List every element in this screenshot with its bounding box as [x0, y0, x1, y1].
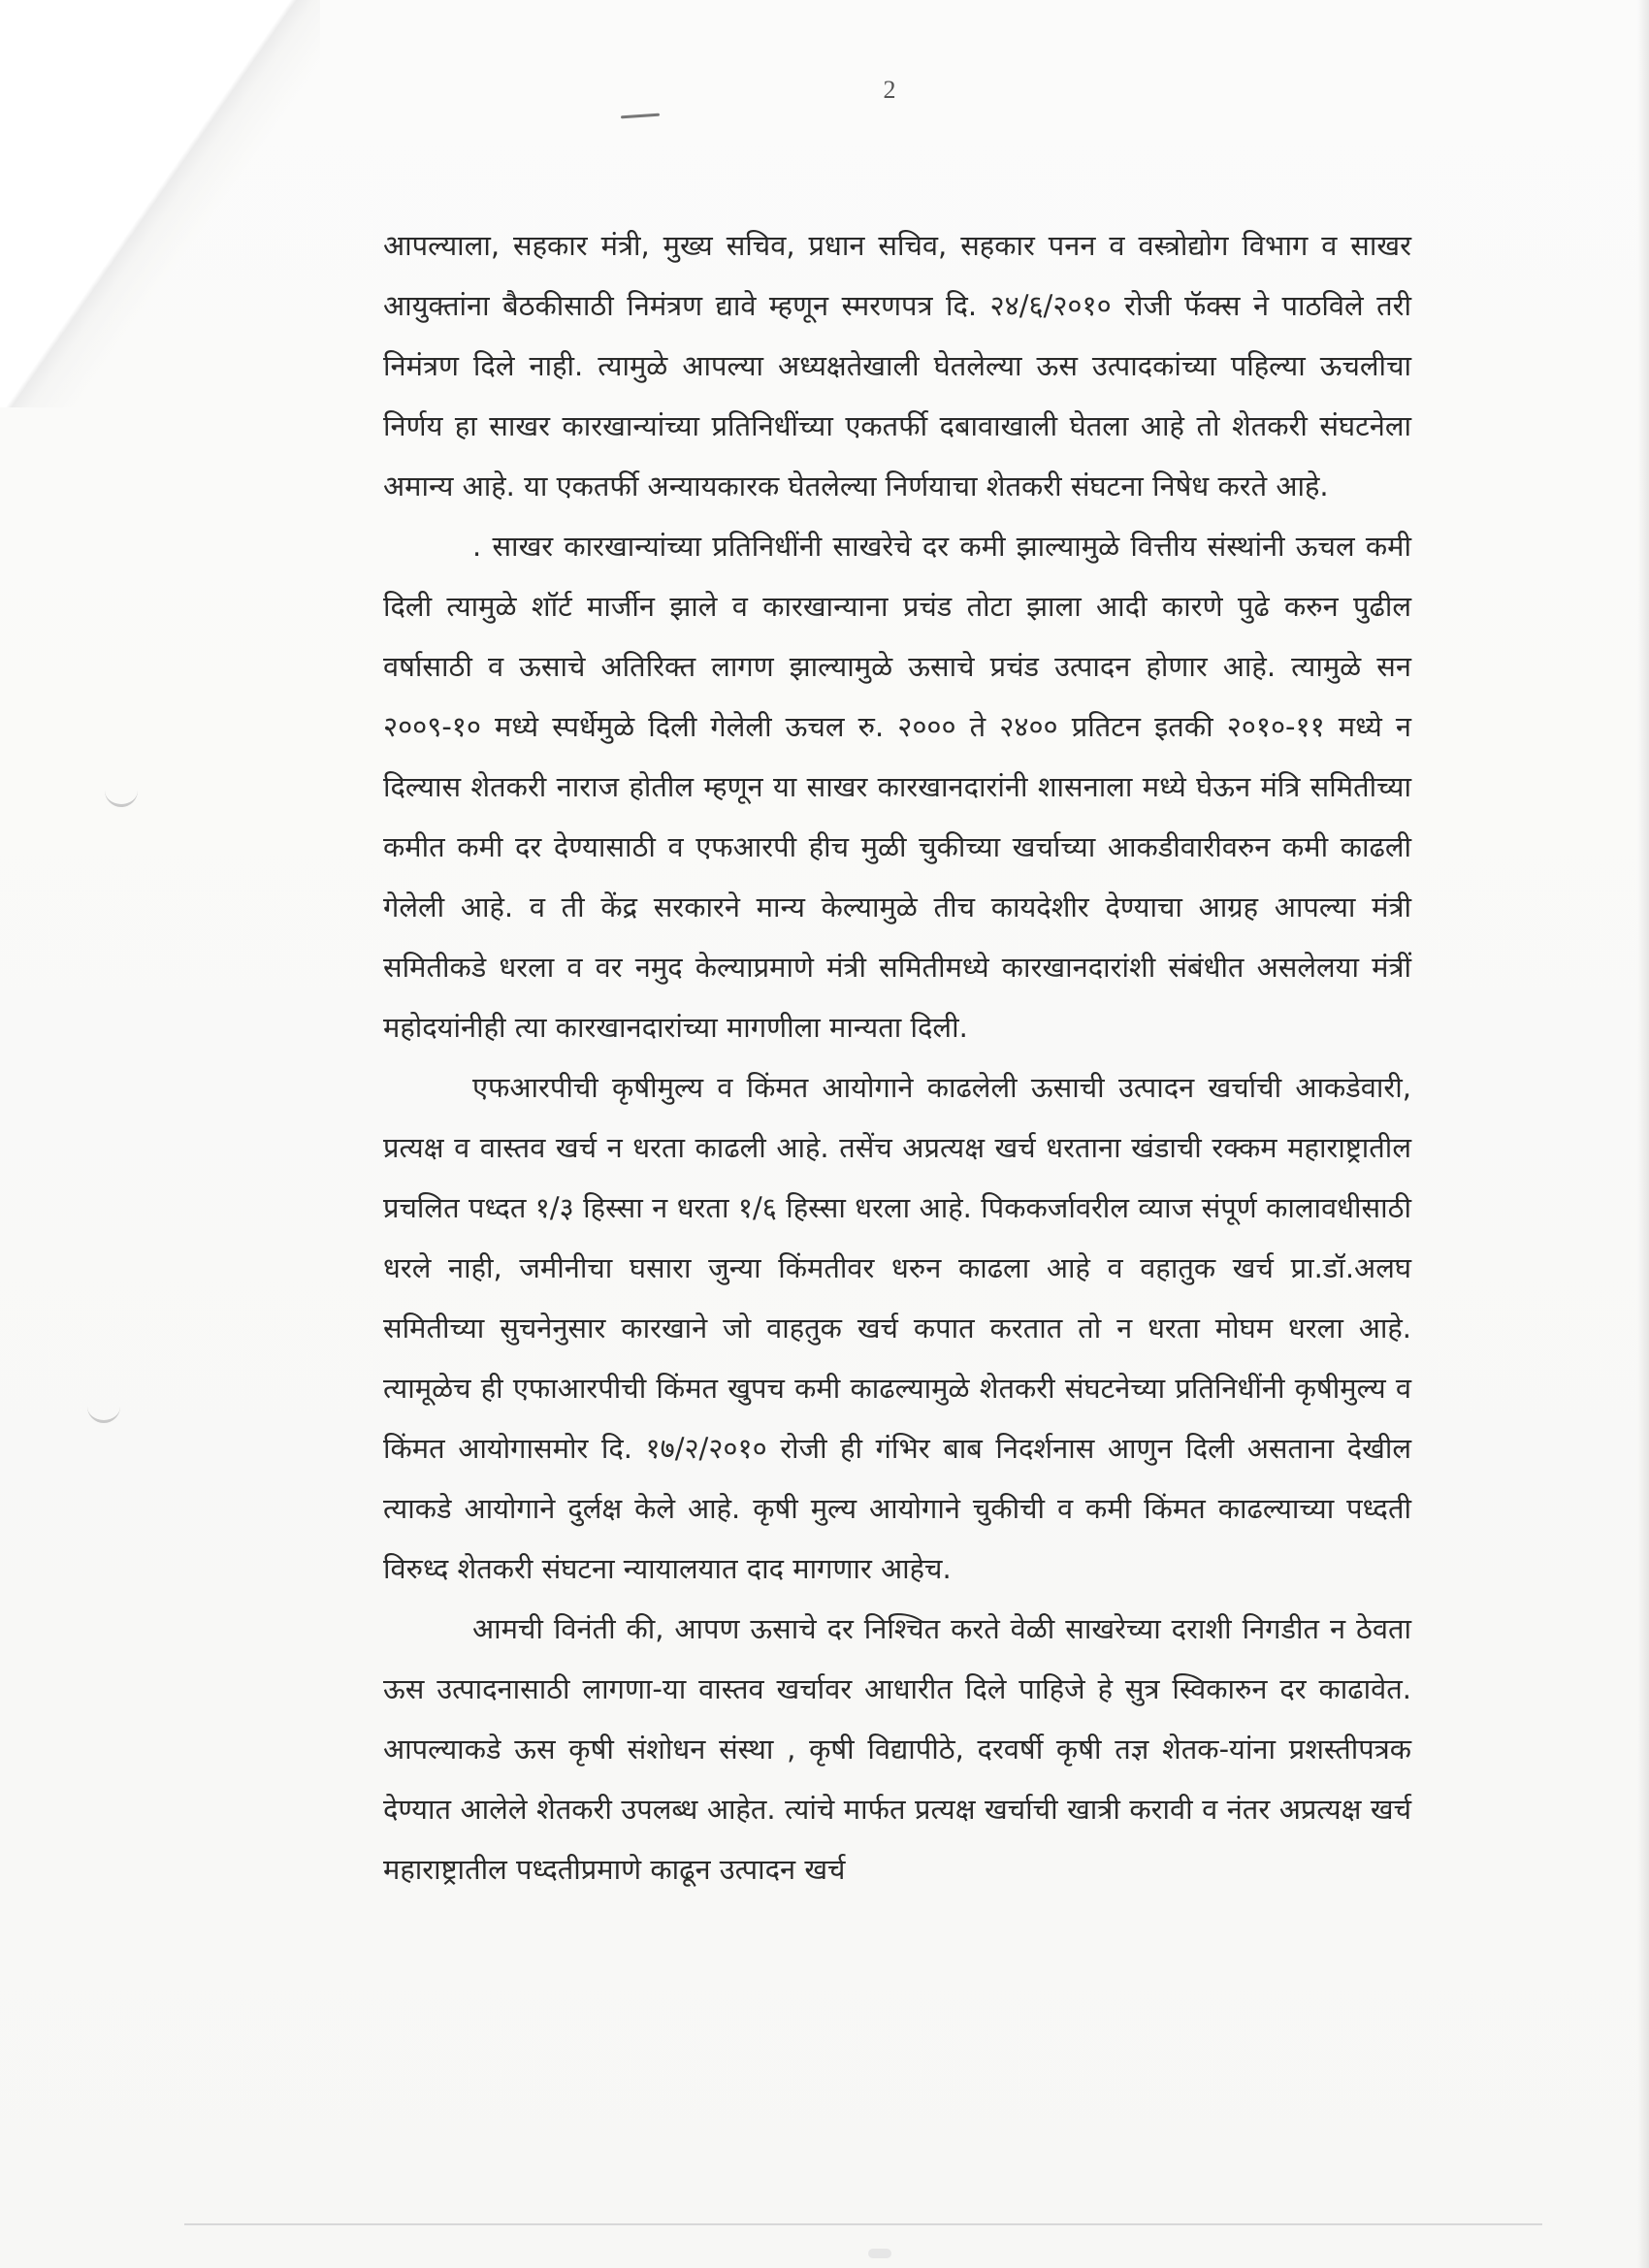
- punch-hole-mark: [87, 1407, 120, 1423]
- page-number: 2: [883, 76, 896, 104]
- paragraph-3: एफआरपीची कृषीमुल्य व किंमत आयोगाने काढलेली ऊसाची उत्पादन खर्चाची आकडेवारी, प्रत्यक्ष व वास्तव खर्च न धरता काढली आहे. तसेंच अप्रत्यक्ष खर्च धरताना खंडाची रक्कम महाराष्ट्रातील प्रचलित पध्दत १/३ हिस्सा न धरता १/६ हिस्सा धरला आहे. पिककर्जावरील व्याज संपूर्ण कालावधीसाठी धरले नाही, जमीनीचा घसारा जुन्या किंमतीवर धरुन काढला आहे व वहातुक खर्च प्रा.डॉ.अलघ समितीच्या सुचनेनुसार कारखाने जो वाहतुक खर्च कपात करतात तो न धरता मोघम धरला आहे. त्यामूळेच ही एफाआरपीची किंमत खुपच कमी काढल्यामुळे शेतकरी संघटनेच्या प्रतिनिधींनी कृषीमुल्य व किंमत आयोगासमोर दि. १७/२/२०१० रोजी ही गंभिर बाब निदर्शनास आणुन दिली असताना देखील त्याकडे आयोगाने दुर्लक्ष केले आहे. कृषी मुल्य आयोगाने चुकीची व कमी किंमत काढल्याच्या पध्दती विरुध्द शेतकरी संघटना न्यायालयात दाद मागणार आहेच.: [383, 1071, 1411, 1585]
- paragraph-4: आमची विनंती की, आपण ऊसाचे दर निश्चित करते वेळी साखरेच्या दराशी निगडीत न ठेवता ऊस उत्पादनासाठी लागणा-या वास्तव खर्चावर आधारीत दिले पाहिजे हे सुत्र स्विकारुन दर काढावेत. आपल्याकडे ऊस कृषी संशोधन संस्था , कृषी विद्यापीठे, दरवर्षी कृषी तज्ञ शेतक-यांना प्रशस्तीपत्रक देण्यात आलेले शेतकरी उपलब्ध आहेत. त्यांचे मार्फत प्रत्यक्ष खर्चाची खात्री करावी व नंतर अप्रत्यक्ष खर्च महाराष्ट्रातील पध्दतीप्रमाणे काढून उत्पादन खर्च: [383, 1612, 1411, 1886]
- paragraph-1: आपल्याला, सहकार मंत्री, मुख्य सचिव, प्रधान सचिव, सहकार पनन व वस्त्रोद्योग विभाग व साखर आयुक्तांना बैठकीसाठी निमंत्रण द्यावे म्हणून स्मरणपत्र दि. २४/६/२०१० रोजी फॅक्स ने पाठविले तरी निमंत्रण दिले नाही. त्यामुळे आपल्या अध्यक्षतेखाली घेतलेल्या ऊस उत्पादकांच्या पहिल्या ऊचलीचा निर्णय हा साखर कारखान्यांच्या प्रतिनिधींच्या एकतर्फी दबावाखाली घेतला आहे तो शेतकरी संघटनेला अमान्य आहे. या एकतर्फी अन्यायकारक घेतलेल्या निर्णयाचा शेतकरी संघटना निषेध करते आहे.: [383, 229, 1411, 502]
- bottom-edge-line: [184, 2223, 1542, 2225]
- page-edge-shadow: [1637, 0, 1649, 2268]
- ink-mark: [621, 113, 660, 119]
- paper-fold-shading: [0, 0, 320, 407]
- paragraph-2: . साखर कारखान्यांच्या प्रतिनिधींनी साखरेचे दर कमी झाल्यामुळे वित्तीय संस्थांनी ऊचल कमी दिली त्यामुळे शॉर्ट मार्जीन झाले व कारखान्याना प्रचंड तोटा झाला आदी कारणे पुढे करुन पुढील वर्षासाठी व ऊसाचे अतिरिक्त लागण झाल्यामुळे ऊसाचे प्रचंड उत्पादन होणार आहे. त्यामुळे सन २००९-१० मध्ये स्पर्धेमुळे दिली गेलेली ऊचल रु. २००० ते २४०० प्रतिटन इतकी २०१०-११ मध्ये न दिल्यास शेतकरी नाराज होतील म्हणून या साखर कारखानदारांनी शासनाला मध्ये घेऊन मंत्रि समितीच्या कमीत कमी दर देण्यासाठी व एफआरपी हीच मुळी चुकीच्या खर्चाच्या आकडीवारीवरुन कमी काढली गेलेली आहे. व ती केंद्र सरकारने मान्य केल्यामुळे तीच कायदेशीर देण्याचा आग्रह आपल्या मंत्री समितीकडे धरला व वर नमुद केल्याप्रमाणे मंत्री समितीमध्ये कारखानदारांशी संबंधीत असलेलया मंत्रीं महोदयांनीही त्या कारखानदारांच्या मागणीला मान्यता दिली.: [383, 530, 1411, 1044]
- letter-body: [383, 215, 1411, 1899]
- bottom-edge-mark: [868, 2249, 891, 2258]
- punch-hole-mark: [105, 791, 138, 807]
